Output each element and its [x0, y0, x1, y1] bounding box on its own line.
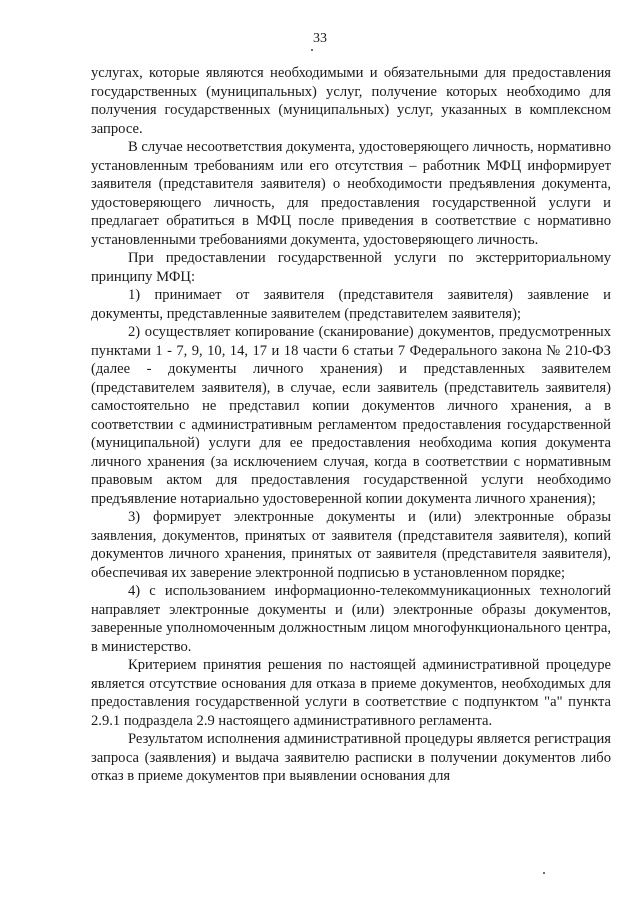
- paragraph-continuation: услугах, которые являются необходимыми и обязательными для предоставления государственных (муниципальных) услуг, получение которых необходимо для получения государственных (муниципальных) услуг, указанных в комплексном запросе.: [91, 65, 611, 137]
- list-item-2: 2) осуществляет копирование (сканирование) документов, предусмотренных пунктами 1 - 7, 9, 10, 14, 17 и 18 части 6 статьи 7 Федерального закона № 210-ФЗ (далее - документы личного хранения) и представленных заявителем (представителем заявителя), в случае, если заявитель (представитель заявителя) самостоятельно не представил копии документов личного хранения, а в соответствии с административным регламентом предоставления государственной (муниципальной) услуги для ее предоставления необходима копия документа личного хранения (за исключением случая, когда в соответствии с нормативным правовым актом для предоставления государственной услуги необходимо предъявление нотариально удостоверенной копии документа личного хранения);: [91, 324, 611, 507]
- paragraph-identity-document: В случае несоответствия документа, удостоверяющего личность, нормативно установленным требованиям или его отсутствия – работник МФЦ информирует заявителя (представителя заявителя) о необходимости предъявления документа, удостоверяющего личность, для предоставления государственной услуги и предлагает обратиться в МФЦ после приведения в соответствие с нормативно установленными требованиями документа, удостоверяющего личность.: [91, 139, 611, 248]
- page-number: 33: [313, 31, 327, 46]
- paragraph-extraterritorial-intro: При предоставлении государственной услуги по экстерриториальному принципу МФЦ:: [91, 250, 611, 285]
- paragraph-result: Результатом исполнения административной процедуры является регистрация запроса (заявления) и выдача заявителю расписки в получении документов либо отказ в приеме документов при выявлении основания для: [91, 731, 611, 784]
- paragraph-decision-criterion: Критерием принятия решения по настоящей административной процедуре является отсутствие основания для отказа в приеме документов, необходимых для предоставления государственной услуги в соответствие с подпунктом "а" пункта 2.9.1 подраздела 2.9 настоящего административного регламента.: [91, 657, 611, 729]
- scan-speck: [543, 872, 545, 874]
- document-body: [91, 64, 611, 786]
- list-item-3: 3) формирует электронные документы и (или) электронные образы заявления, документов, принятых от заявителя (представителя заявителя), копий документов личного хранения, принятых от заявителя (представителя заявителя), обеспечивая их заверение электронной подписью в установленном порядке;: [91, 509, 611, 581]
- list-item-4: 4) с использованием информационно-телекоммуникационных технологий направляет электронные документы и (или) электронные образы документов, заверенные уполномоченным должностным лицом многофункционального центра, в министерство.: [91, 583, 611, 655]
- list-item-1: 1) принимает от заявителя (представителя заявителя) заявление и документы, представленные заявителем (представителем заявителя);: [91, 287, 611, 322]
- scan-speck: [311, 49, 313, 51]
